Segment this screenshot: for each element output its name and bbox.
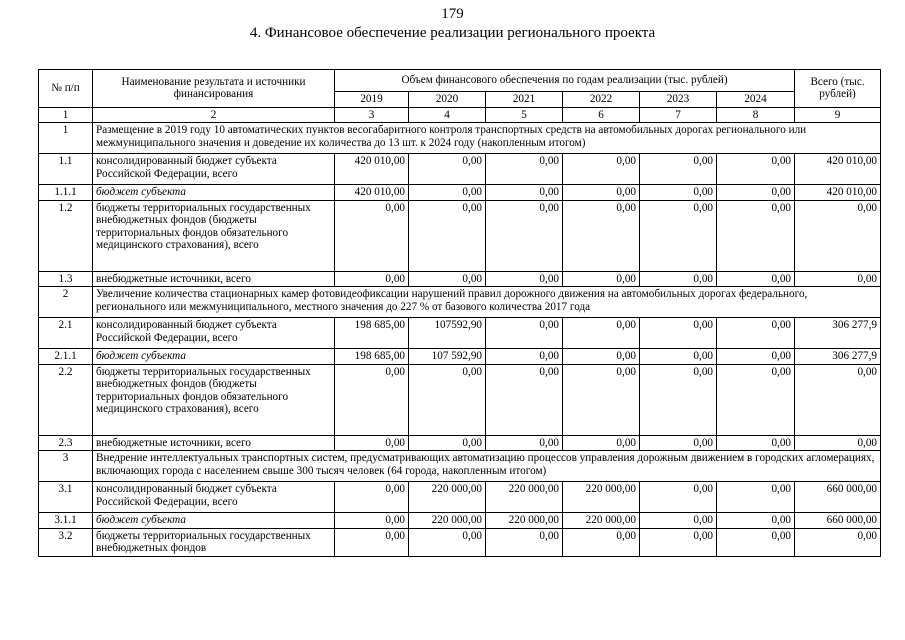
funding-source-name: бюджеты территориальных государственных внебюджетных фондов [93,528,335,556]
year-amount-cell: 420 010,00 [335,154,409,185]
funding-source-name: бюджеты территориальных государственных внебюджетных фондов (бюджеты территориальных фондов обязательного медицинского страхования), всего [93,364,335,435]
funding-row [39,200,881,271]
year-amount-cell: 0,00 [717,349,795,365]
total-amount-cell: 660 000,00 [795,513,881,529]
year-amount-cell: 0,00 [717,482,795,513]
year-amount-cell: 0,00 [563,271,640,287]
year-amount-cell: 0,00 [486,435,563,451]
year-amount-cell: 0,00 [563,200,640,271]
year-amount-cell: 0,00 [409,528,486,556]
year-amount-cell: 0,00 [717,513,795,529]
year-amount-cell: 0,00 [486,528,563,556]
year-amount-cell: 0,00 [335,528,409,556]
row-number: 2.1 [39,318,93,349]
funding-row [39,513,881,529]
funding-source-name: бюджет субъекта [93,185,335,201]
total-amount-cell: 306 277,9 [795,318,881,349]
year-amount-cell: 0,00 [717,200,795,271]
header-year: 2023 [640,92,717,108]
year-amount-cell: 220 000,00 [409,513,486,529]
year-amount-cell: 0,00 [486,364,563,435]
row-number: 1.2 [39,200,93,271]
funding-source-name: консолидированный бюджет субъекта Российской Федерации, всего [93,318,335,349]
year-amount-cell: 0,00 [563,435,640,451]
year-amount-cell: 107 592,90 [409,349,486,365]
year-amount-cell: 0,00 [486,318,563,349]
year-amount-cell: 0,00 [640,528,717,556]
funding-row [39,482,881,513]
funding-row [39,318,881,349]
header-total: Всего (тыс. рублей) [795,70,881,108]
result-row [39,287,881,318]
funding-source-name: бюджеты территориальных государственных внебюджетных фондов (бюджеты территориальных фондов обязательного медицинского страхования), всего [93,200,335,271]
year-amount-cell: 0,00 [335,513,409,529]
funding-source-name: бюджет субъекта [93,349,335,365]
year-amount-cell: 220 000,00 [486,513,563,529]
year-amount-cell: 0,00 [335,435,409,451]
year-amount-cell: 0,00 [717,318,795,349]
year-amount-cell: 420 010,00 [335,185,409,201]
total-amount-cell: 0,00 [795,528,881,556]
year-amount-cell: 0,00 [409,185,486,201]
row-number: 2.3 [39,435,93,451]
year-amount-cell: 0,00 [640,349,717,365]
year-amount-cell: 220 000,00 [409,482,486,513]
year-amount-cell: 0,00 [486,154,563,185]
row-number: 3.2 [39,528,93,556]
year-amount-cell: 0,00 [486,200,563,271]
year-amount-cell: 0,00 [486,271,563,287]
column-number: 4 [409,107,486,123]
year-amount-cell: 0,00 [640,200,717,271]
column-number: 5 [486,107,563,123]
column-number: 9 [795,107,881,123]
header-volume: Объем финансового обеспечения по годам реализации (тыс. рублей) [335,70,795,92]
year-amount-cell: 0,00 [640,271,717,287]
total-amount-cell: 660 000,00 [795,482,881,513]
funding-row [39,528,881,556]
header-year: 2022 [563,92,640,108]
total-amount-cell: 0,00 [795,435,881,451]
row-number: 2.2 [39,364,93,435]
year-amount-cell: 220 000,00 [563,482,640,513]
row-number: 1.1 [39,154,93,185]
funding-row [39,271,881,287]
year-amount-cell: 0,00 [335,200,409,271]
page-number: 179 [441,6,464,22]
column-number: 8 [717,107,795,123]
section-title: 4. Финансовое обеспечение реализации регионального проекта [249,25,656,41]
funding-row [39,154,881,185]
row-number: 3.1.1 [39,513,93,529]
year-amount-cell: 0,00 [409,200,486,271]
total-amount-cell: 420 010,00 [795,185,881,201]
funding-source-name: внебюджетные источники, всего [93,271,335,287]
year-amount-cell: 0,00 [335,482,409,513]
year-amount-cell: 0,00 [409,435,486,451]
year-amount-cell: 0,00 [640,435,717,451]
year-amount-cell: 0,00 [486,349,563,365]
total-amount-cell: 420 010,00 [795,154,881,185]
column-number: 3 [335,107,409,123]
row-number: 2.1.1 [39,349,93,365]
year-amount-cell: 0,00 [717,271,795,287]
header-name: Наименование результата и источники финансирования [93,70,335,108]
year-amount-cell: 0,00 [717,528,795,556]
year-amount-cell: 198 685,00 [335,349,409,365]
funding-source-name: внебюджетные источники, всего [93,435,335,451]
year-amount-cell: 0,00 [563,154,640,185]
funding-row [39,349,881,365]
total-amount-cell: 306 277,9 [795,349,881,365]
year-amount-cell: 0,00 [409,364,486,435]
total-amount-cell: 0,00 [795,200,881,271]
year-amount-cell: 220 000,00 [486,482,563,513]
year-amount-cell: 0,00 [563,318,640,349]
column-number: 6 [563,107,640,123]
header-year: 2021 [486,92,563,108]
year-amount-cell: 0,00 [409,271,486,287]
header-year: 2020 [409,92,486,108]
year-amount-cell: 0,00 [717,364,795,435]
year-amount-cell: 220 000,00 [563,513,640,529]
header-year: 2019 [335,92,409,108]
funding-row [39,185,881,201]
column-number-row [39,107,881,123]
header-num: № п/п [39,70,93,108]
total-amount-cell: 0,00 [795,271,881,287]
row-number: 3.1 [39,482,93,513]
year-amount-cell: 0,00 [563,349,640,365]
year-amount-cell: 0,00 [640,318,717,349]
row-number: 1.1.1 [39,185,93,201]
year-amount-cell: 198 685,00 [335,318,409,349]
result-number: 3 [39,451,93,482]
result-row [39,451,881,482]
year-amount-cell: 0,00 [717,185,795,201]
column-number: 1 [39,107,93,123]
funding-source-name: бюджет субъекта [93,513,335,529]
year-amount-cell: 0,00 [335,271,409,287]
header-year: 2024 [717,92,795,108]
year-amount-cell: 0,00 [563,185,640,201]
year-amount-cell: 0,00 [409,154,486,185]
column-number: 7 [640,107,717,123]
year-amount-cell: 0,00 [563,528,640,556]
year-amount-cell: 0,00 [486,185,563,201]
result-number: 2 [39,287,93,318]
year-amount-cell: 0,00 [563,364,640,435]
funding-source-name: консолидированный бюджет субъекта Российской Федерации, всего [93,154,335,185]
year-amount-cell: 0,00 [640,513,717,529]
year-amount-cell: 0,00 [717,435,795,451]
total-amount-cell: 0,00 [795,364,881,435]
year-amount-cell: 0,00 [640,154,717,185]
header-row [39,70,881,92]
year-amount-cell: 0,00 [717,154,795,185]
result-title: Внедрение интеллектуальных транспортных систем, предусматривающих автоматизацию процессов управления дорожным движением в городских агломерациях, включающих города с населением свыше 300 тысяч человек (64 города, накопленным итогом) [93,451,881,482]
funding-source-name: консолидированный бюджет субъекта Российской Федерации, всего [93,482,335,513]
year-amount-cell: 107592,90 [409,318,486,349]
funding-row [39,364,881,435]
result-number: 1 [39,123,93,154]
column-number: 2 [93,107,335,123]
year-amount-cell: 0,00 [640,185,717,201]
row-number: 1.3 [39,271,93,287]
financing-table [38,69,881,557]
year-amount-cell: 0,00 [335,364,409,435]
result-row [39,123,881,154]
year-amount-cell: 0,00 [640,482,717,513]
year-amount-cell: 0,00 [640,364,717,435]
result-title: Увеличение количества стационарных камер фотовидеофиксации нарушений правил дорожного движения на автомобильных дорогах федерального, регионального или межмуниципального, местного значения до 227 % от базового количества 2017 года [93,287,881,318]
result-title: Размещение в 2019 году 10 автоматических пунктов весогабаритного контроля транспортных средств на автомобильных дорогах регионального или межмуниципального значения и доведение их количества до 13 шт. к 2024 году (накопленным итогом) [93,123,881,154]
funding-row [39,435,881,451]
